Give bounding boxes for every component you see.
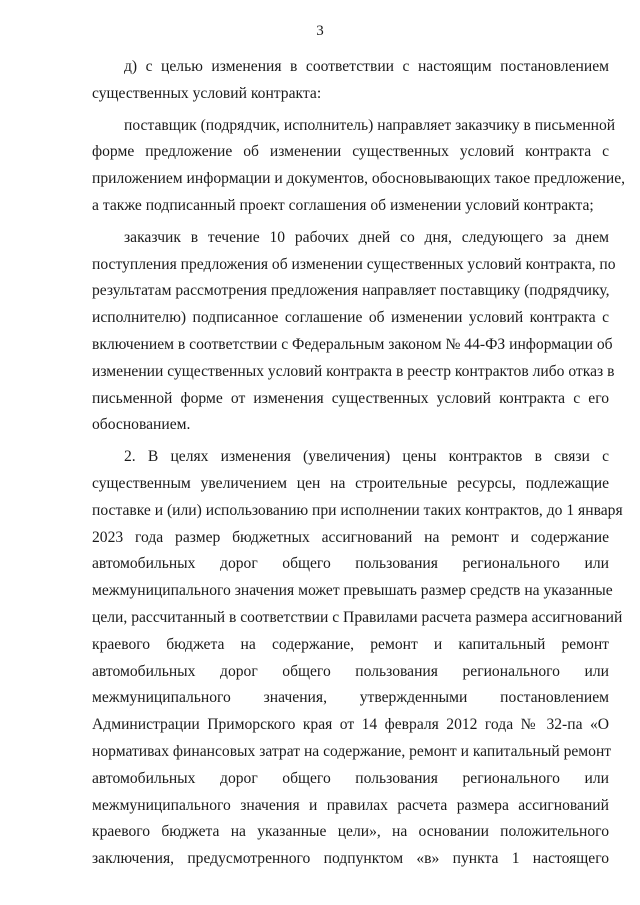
text-line: межмуниципального значения может превышать размер средств на указанные [92,582,613,600]
text-line: 2. В целях изменения (увеличения) цены контрактов в связи с [124,448,609,466]
text-line: существенным увеличением цен на строительные ресурсы, подлежащие [92,474,609,492]
text-line: существенных условий контракта: [92,84,322,102]
page-number: 3 [316,23,324,39]
paragraph [92,225,616,439]
document-body [92,54,626,873]
text-line: изменении существенных условий контракта в реестр контрактов либо отказ в [92,362,615,380]
text-line: краевого бюджета на содержание, ремонт и капитальный ремонт [92,635,609,653]
text-line: 2023 года размер бюджетных ассигнований на ремонт и содержание [92,528,609,546]
text-line: автомобильных дорог общего пользования регионального или [92,769,609,787]
text-line: письменной форме от изменения существенных условий контракта с его [92,389,609,407]
text-line: приложением информации и документов, обосновывающих такое предложение, [92,170,626,188]
text-line: поставке и (или) использованию при исполнении таких контрактов, до 1 января [92,501,623,519]
paragraph [92,444,623,873]
text-line: Администрации Приморского края от 14 февраля 2012 года № 32-па «О [92,716,609,734]
text-line: включением в соответствии с Федеральным законом № 44-ФЗ информации об [92,335,613,353]
text-line: межмуниципального значения и правилах расчета размера ассигнований [92,796,609,814]
text-line: результатам рассмотрения предложения направляет поставщику (подрядчику, [92,282,610,300]
text-line: д) с целью изменения в соответствии с настоящим постановлением [124,58,609,75]
text-line: межмуниципального значения, утвержденными постановлением [92,689,609,707]
text-line: краевого бюджета на указанные цели», на основании положительного [92,823,609,841]
text-line: нормативах финансовых затрат на содержание, ремонт и капитальный ремонт [92,742,612,760]
text-line: заказчик в течение 10 рабочих дней со дня, следующего за днем [124,228,609,246]
paragraph [92,113,626,220]
text-line: цели, рассчитанный в соответствии с Правилами расчета размера ассигнований [92,608,623,626]
text-line: обоснованием. [92,416,191,434]
text-line: автомобильных дорог общего пользования регионального или [92,555,609,573]
text-line: заключения, предусмотренного подпунктом «в» пункта 1 настоящего [92,850,609,868]
text-line: форме предложение об изменении существенных условий контракта с [92,143,609,161]
text-line: поставщик (подрядчик, исполнитель) направляет заказчику в письменной [124,116,616,134]
text-line: а также подписанный проект соглашения об изменении условий контракта; [92,196,594,214]
text-line: исполнителю) подписанное соглашение об изменении условий контракта с [92,309,609,327]
text-line: автомобильных дорог общего пользования регионального или [92,662,609,680]
text-line: поступления предложения об изменении существенных условий контракта, по [92,255,616,273]
paragraph [92,54,609,108]
